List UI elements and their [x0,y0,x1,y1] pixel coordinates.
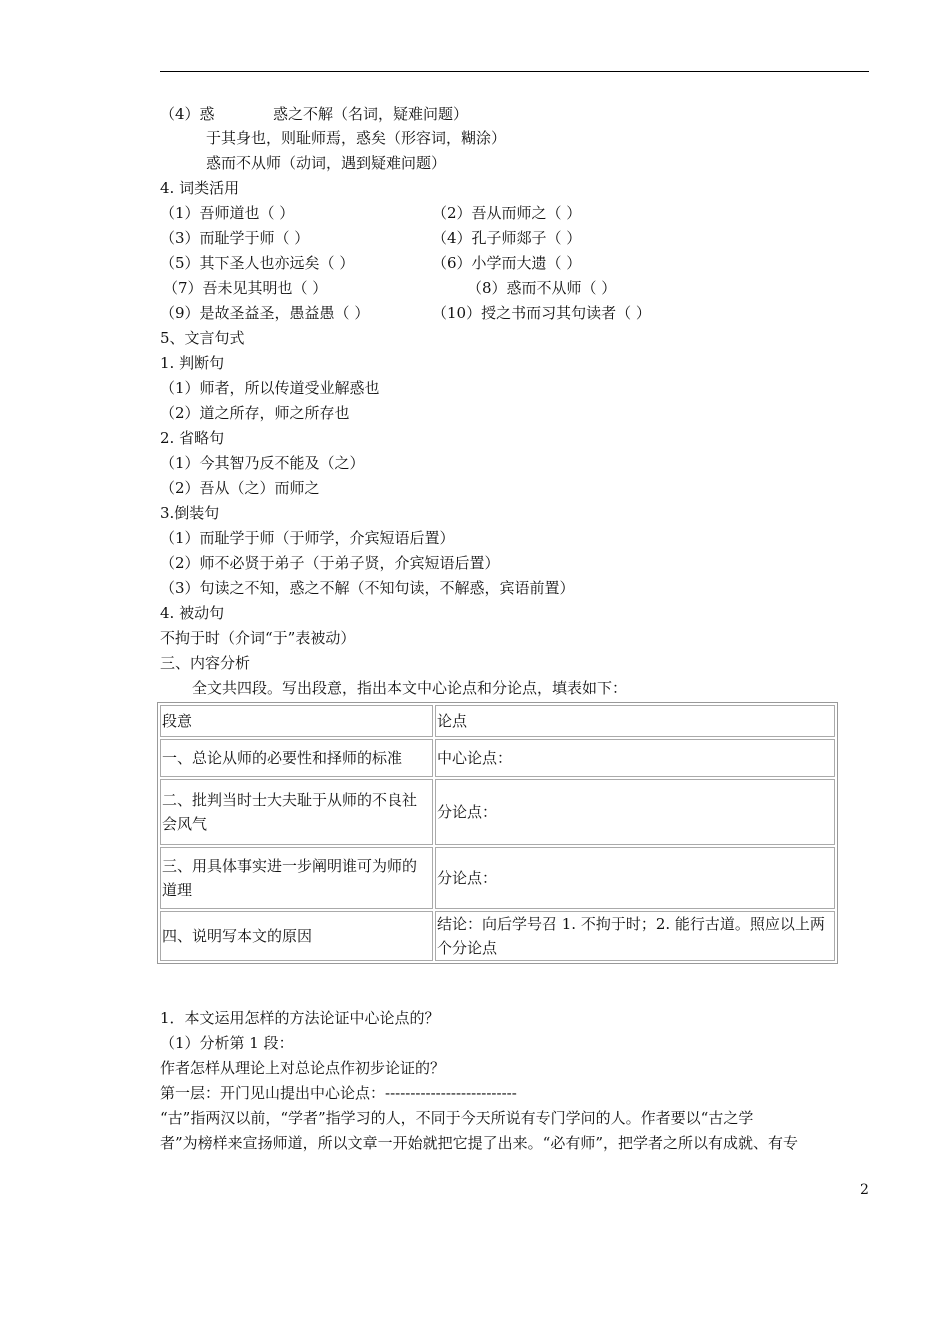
text-line: （4）孔子师郯子（ ） [432,229,582,247]
text-line: 三、内容分析 [160,654,251,672]
text-line: 4. 被动句 [160,604,225,622]
table-header-row [160,705,835,737]
table-row [160,911,835,961]
table-row [160,739,835,777]
table-cell: 二、批判当时士大夫耻于从师的不良社会风气 [160,779,433,845]
header-cell-paragraph-meaning: 段意 [160,705,433,737]
text-line: （9）是故圣益圣，愚益愚（ ） [160,304,370,322]
text-line: “古”指两汉以前，“学者”指学习的人，不同于今天所说有专门学问的人。作者要以“古之学 [160,1109,754,1127]
table-cell: 中心论点： [435,739,835,777]
text-line: （1）分析第 1 段： [160,1034,294,1052]
table-cell: 一、总论从师的必要性和择师的标准 [160,739,433,777]
table-row [160,779,835,845]
text-line: （1）吾师道也（ ） [160,204,295,222]
table-cell: 结论：向后学号召 1. 不拘于时；2. 能行古道。照应以上两个分论点 [435,911,835,961]
header-cell-argument: 论点 [435,705,835,737]
text-line: （1）师者，所以传道受业解惑也 [160,379,380,397]
text-line: （6）小学而大遗（ ） [432,254,582,272]
page-number: 2 [860,1182,869,1198]
text-line: （2）吾从（之）而师之 [160,479,320,497]
table-cell: 四、说明写本文的原因 [160,911,433,961]
text-line: 4. 词类活用 [160,179,240,197]
text-line: （5）其下圣人也亦远矣（ ） [160,254,355,272]
content-analysis-table [157,702,838,964]
text-line: 2. 省略句 [160,429,225,447]
text-line: （7）吾未见其明也（ ） [163,279,328,297]
text-line: （2）吾从而师之（ ） [432,204,582,222]
header-rule [160,71,869,72]
text-line: 作者怎样从理论上对总论点作初步论证的？ [160,1059,446,1077]
text-line: 5、文言句式 [160,329,245,347]
table-cell: 三、用具体事实进一步阐明谁可为师的道理 [160,847,433,909]
text-line: （8）惑而不从师（ ） [467,279,617,297]
text-line: （3）句读之不知，惑之不解（不知句读，不解惑，宾语前置） [160,579,575,597]
text-line: （3）而耻学于师（ ） [160,229,310,247]
text-line: （1）今其智乃反不能及（之） [160,454,365,472]
text-line: 1．本文运用怎样的方法论证中心论点的？ [160,1009,440,1027]
text-line: 于其身也，则耻师焉，惑矣（形容词，糊涂） [206,129,507,147]
text-line: 1. 判断句 [160,354,225,372]
table-cell: 分论点： [435,779,835,845]
text-line: 惑之不解（名词，疑难问题） [273,105,469,123]
text-line: （2）道之所存，师之所存也 [160,404,350,422]
table-cell: 分论点： [435,847,835,909]
text-line: 不拘于时（介词“于”表被动） [160,629,356,647]
text-line: 者”为榜样来宣扬师道，所以文章一开始就把它提了出来。“必有师”，把学者之所以有成就、有专 [160,1134,799,1152]
text-line: （1）而耻学于师（于师学，介宾短语后置） [160,529,455,547]
text-line: 惑而不从师（动词，遇到疑难问题） [206,154,447,172]
text-line: 全文共四段。写出段意，指出本文中心论点和分论点，填表如下： [192,679,628,697]
text-line: （10）授之书而习其句读者（ ） [432,304,651,322]
table-row [160,847,835,909]
text-line: （2）师不必贤于弟子（于弟子贤，介宾短语后置） [160,554,500,572]
text-line: 第一层：开门见山提出中心论点：-------------------------- [160,1084,517,1102]
text-line: （4）惑 [160,105,215,123]
text-line: 3.倒装句 [160,504,220,522]
